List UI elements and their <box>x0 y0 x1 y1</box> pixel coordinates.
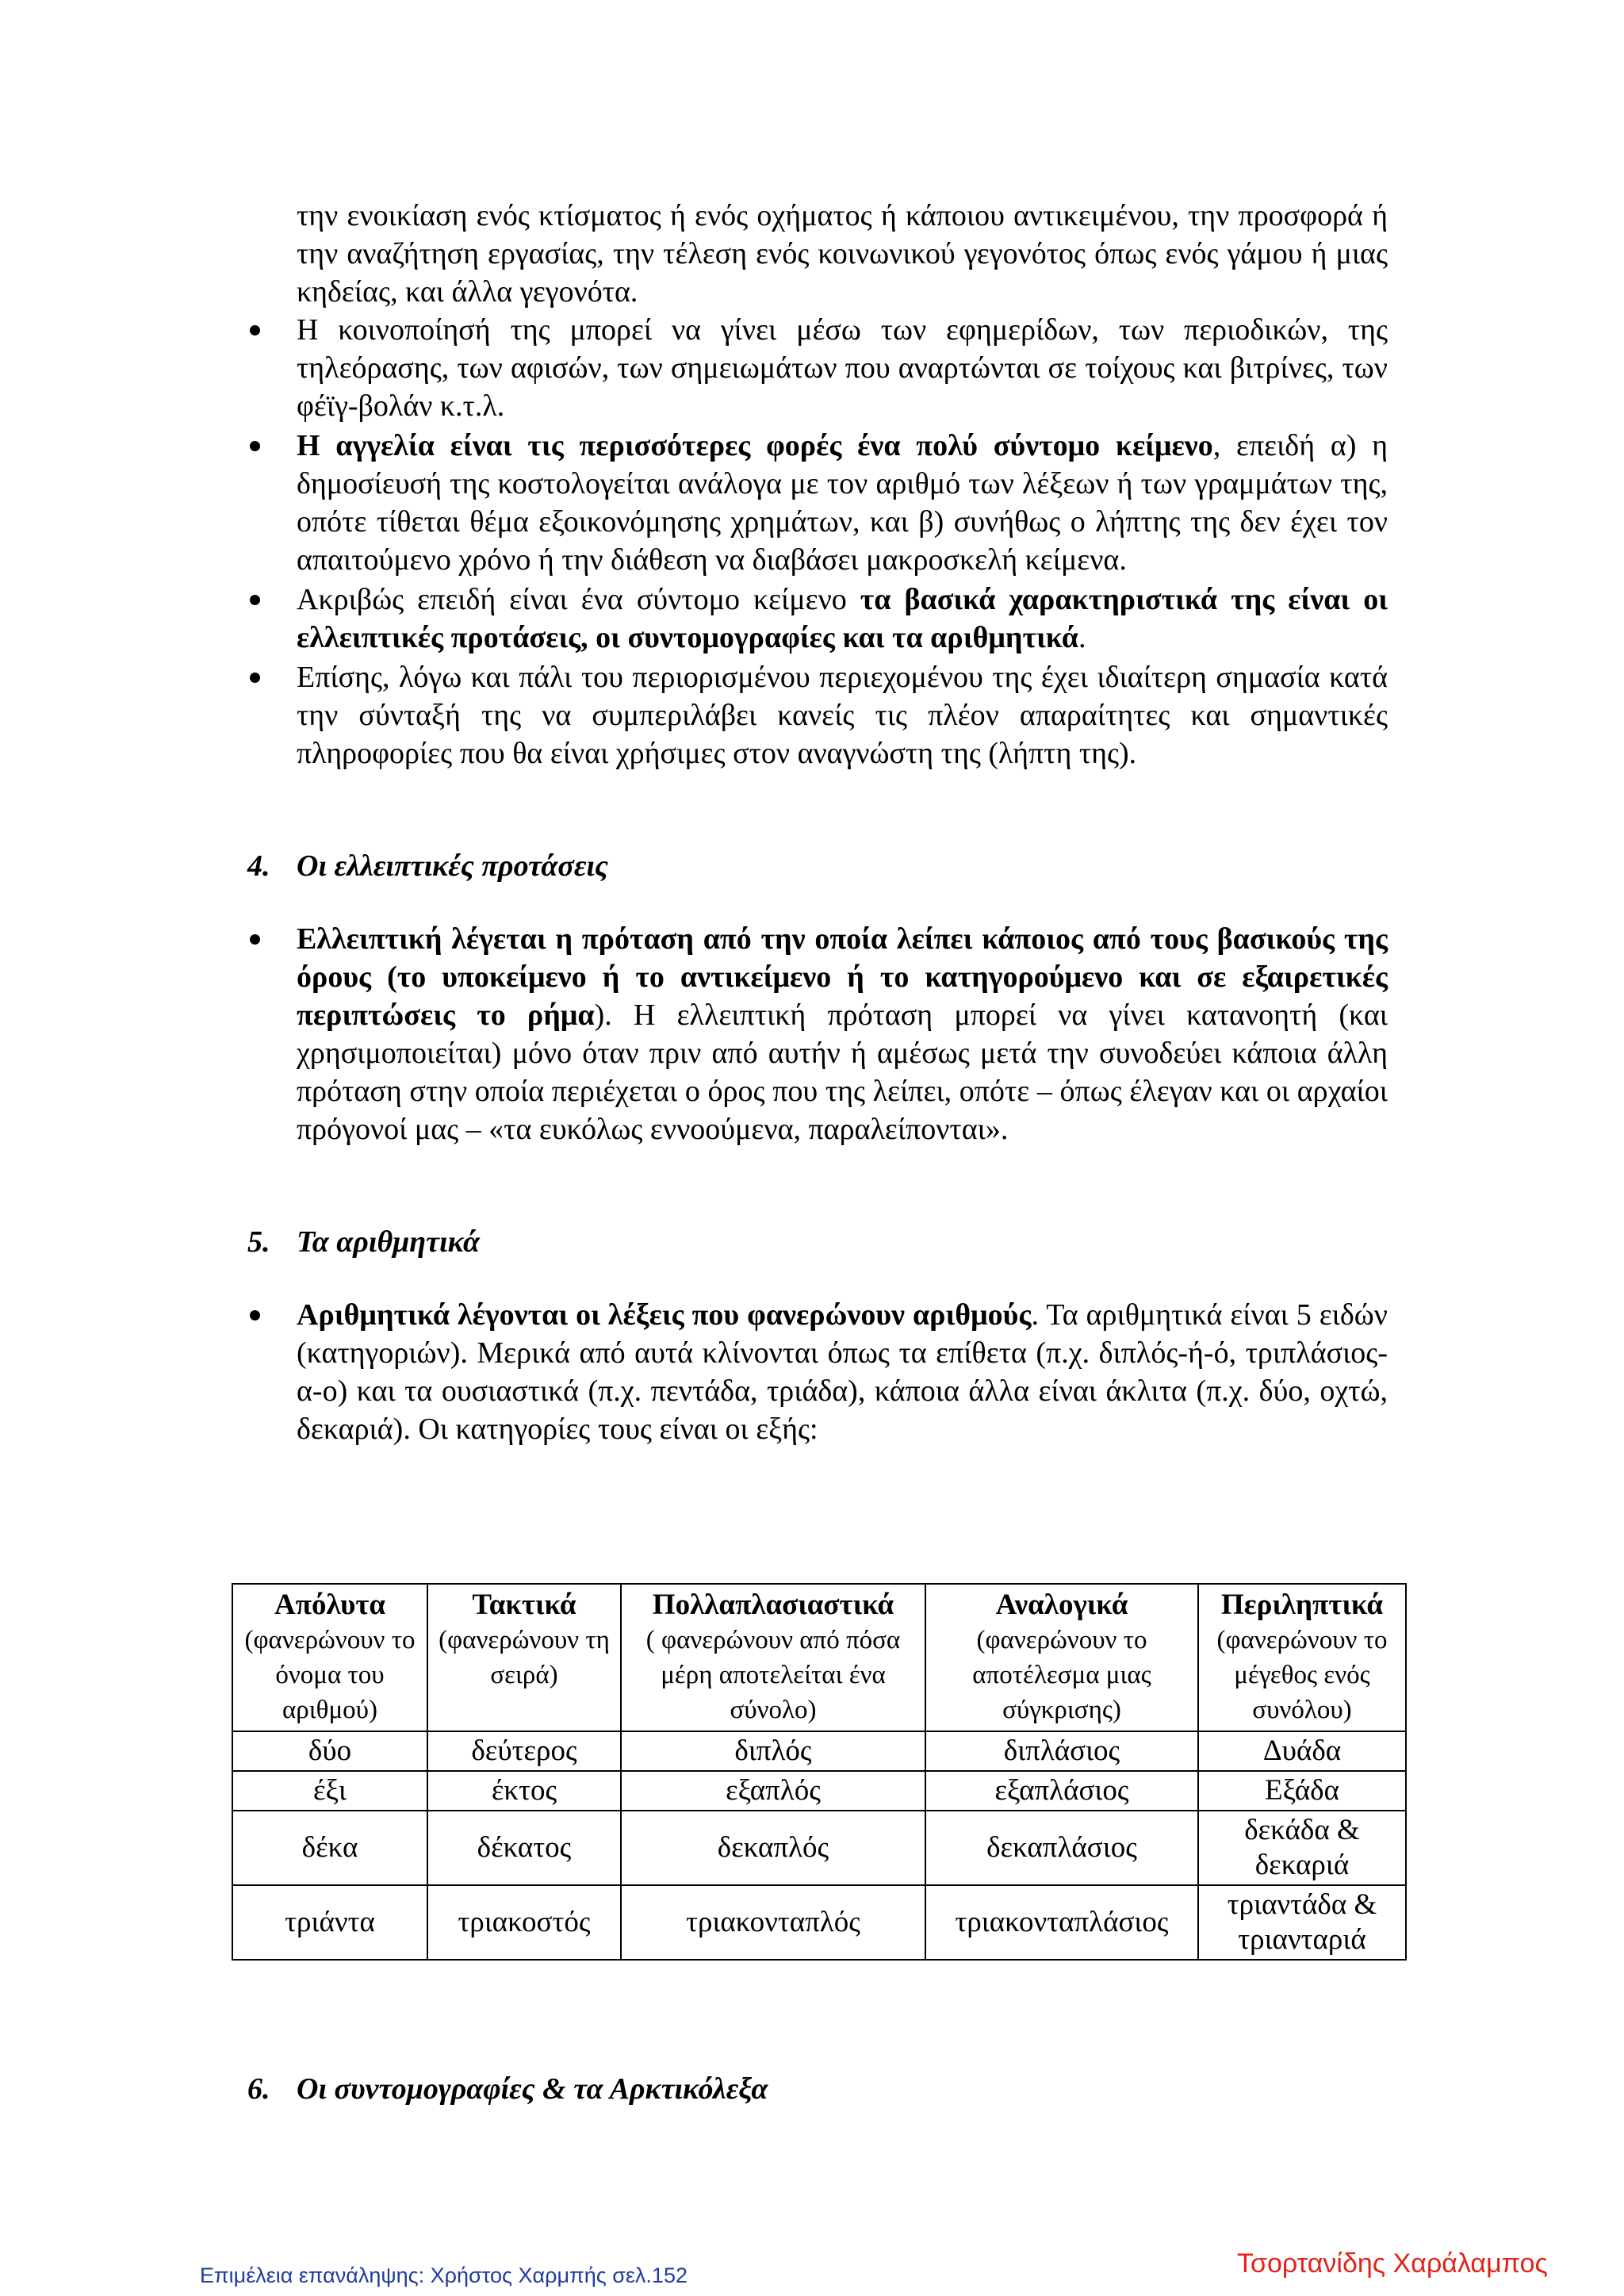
section-4-heading: 4. Οι ελλειπτικές προτάσεις <box>247 849 608 883</box>
list-item: Επίσης, λόγω και πάλι του περιορισμένου περιεχομένου της έχει ιδιαίτερη σημασία κατά την σύνταξή της να συμπεριλάβει κανείς τις πλέον απαραίτητες και σημαντικές πληροφορίες που θα είναι χρήσιμες στον αναγνώστη της (λήπτη της). <box>247 658 1388 772</box>
section-6-heading: 6. Οι συντομογραφίες & τα Αρκτικόλεξα <box>247 2072 768 2106</box>
list-item: Ακριβώς επειδή είναι ένα σύντομο κείμενο τα βασικά χαρακτηριστικά της είναι οι ελλειπτικές προτάσεις, οι συντομογραφίες και τα αριθμητικά. <box>247 581 1388 657</box>
list-item: Ελλειπτική λέγεται η πρόταση από την οποία λείπει κάποιος από τους βασικούς της όρους (το υποκείμενο ή το αντικείμενο ή το κατηγορούμενο και σε εξαιρετικές περιπτώσεις το ρήμα). Η ελλειπτική πρόταση μπορεί να γίνει κατανοητή (και χρησιμοποιείται) μόνο όταν πριν από αυτήν ή αμέσως μετά την συνοδεύει κάποια άλλη πρόταση στην οποία περιέχεται ο όρος που της λείπει, οπότε – όπως έλεγαν και οι αρχαίοι πρόγονοί μας – «τα ευκόλως εννοούμενα, παραλείπονται». <box>247 920 1388 1148</box>
bullet-icon <box>250 1310 260 1320</box>
list-item: Η αγγελία είναι τις περισσότερες φορές ένα πολύ σύντομο κείμενο, επειδή α) η δημοσίευσή της κοστολογείται ανάλογα με τον αριθμό των λέξεων ή των γραμμάτων της, οπότε τίθεται θέμα εξοικονόμησης χρημάτων, και β) συνήθως ο λήπτης της δεν έχει τον απαιτούμενο χρόνο ή την διάθεση να διαβάσει μακροσκελή κείμενα. <box>247 427 1388 579</box>
table-cell: εξαπλάσιος <box>925 1771 1198 1811</box>
bullet-icon <box>250 934 260 945</box>
list-item: Αριθμητικά λέγονται οι λέξεις που φανερώνουν αριθμούς. Τα αριθμητικά είναι 5 ειδών (κατηγοριών). Μερικά από αυτά κλίνονται όπως τα επίθετα (π.χ. διπλός-ή-ό, τριπλάσιος-α-ο) και τα ουσιαστικά (π.χ. πεντάδα, τριάδα), κάποια άλλα είναι άκλιτα (π.χ. δύο, οχτώ, δεκαριά). Οι κατηγορίες τους είναι οι εξής: <box>247 1296 1388 1448</box>
table-cell: δέκα <box>232 1811 427 1885</box>
table-cell: δεκαπλός <box>621 1811 925 1885</box>
table-row <box>232 1811 1406 1885</box>
table-cell: Εξάδα <box>1198 1771 1406 1811</box>
page-body <box>247 197 1388 1450</box>
table-cell: εξαπλός <box>621 1771 925 1811</box>
table-cell: δεκάδα & δεκαριά <box>1198 1811 1406 1885</box>
table-cell: έξι <box>232 1771 427 1811</box>
table-cell: δεύτερος <box>427 1731 621 1771</box>
section-5-heading: 5. Τα αριθμητικά <box>247 1225 481 1259</box>
bullet-icon <box>250 673 260 683</box>
footer-author: Τσορτανίδης Χαράλαμπος <box>1237 2248 1548 2279</box>
bullet-list-top <box>247 311 1388 772</box>
bullet-list-section-5 <box>247 1296 1388 1448</box>
table-cell: διπλός <box>621 1731 925 1771</box>
table-cell: τριαντάδα & τριανταριά <box>1198 1885 1406 1960</box>
table-cell: τριακονταπλός <box>621 1885 925 1960</box>
column-header: Περιληπτικά (φανερώνουν το μέγεθος ενός συνόλου) <box>1198 1584 1406 1731</box>
numerals-table <box>232 1583 1407 1961</box>
table-cell: τριακοστός <box>427 1885 621 1960</box>
table-row <box>232 1885 1406 1960</box>
bullet-icon <box>250 441 260 451</box>
footer-credit: Επιμέλεια επανάληψης: Χρήστος Χαρμπής σελ.152 <box>200 2263 688 2287</box>
column-header: Τακτικά (φανερώνουν τη σειρά) <box>427 1584 621 1731</box>
bullet-list-section-4 <box>247 920 1388 1148</box>
table-cell: δεκαπλάσιος <box>925 1811 1198 1885</box>
table-cell: δύο <box>232 1731 427 1771</box>
column-header: Πολλαπλασιαστικά ( φανερώνουν από πόσα μέρη αποτελείται ένα σύνολο) <box>621 1584 925 1731</box>
column-header: Αναλογικά (φανερώνουν το αποτέλεσμα μιας σύγκρισης) <box>925 1584 1198 1731</box>
table-cell: τριάντα <box>232 1885 427 1960</box>
table-cell: έκτος <box>427 1771 621 1811</box>
table-row <box>232 1771 1406 1811</box>
list-item: Η κοινοποίησή της μπορεί να γίνει μέσω των εφημερίδων, των περιοδικών, της τηλεόρασης, των αφισών, των σημειωμάτων που αναρτώνται σε τοίχους και βιτρίνες, των φέϊγ-βολάν κ.τ.λ. <box>247 311 1388 425</box>
table-row <box>232 1731 1406 1771</box>
table-cell: Δυάδα <box>1198 1731 1406 1771</box>
table-cell: διπλάσιος <box>925 1731 1198 1771</box>
table-header-row <box>232 1584 1406 1731</box>
column-header: Απόλυτα (φανερώνουν το όνομα του αριθμού) <box>232 1584 427 1731</box>
table-cell: δέκατος <box>427 1811 621 1885</box>
table-cell: τριακονταπλάσιος <box>925 1885 1198 1960</box>
bullet-icon <box>250 325 260 335</box>
bullet-icon <box>250 595 260 605</box>
intro-paragraph: την ενοικίαση ενός κτίσματος ή ενός οχήματος ή κάποιου αντικειμένου, την προσφορά ή την αναζήτηση εργασίας, την τέλεση ενός κοινωνικού γεγονότος όπως ενός γάμου ή μιας κηδείας, και άλλα γεγονότα. <box>297 199 1388 309</box>
